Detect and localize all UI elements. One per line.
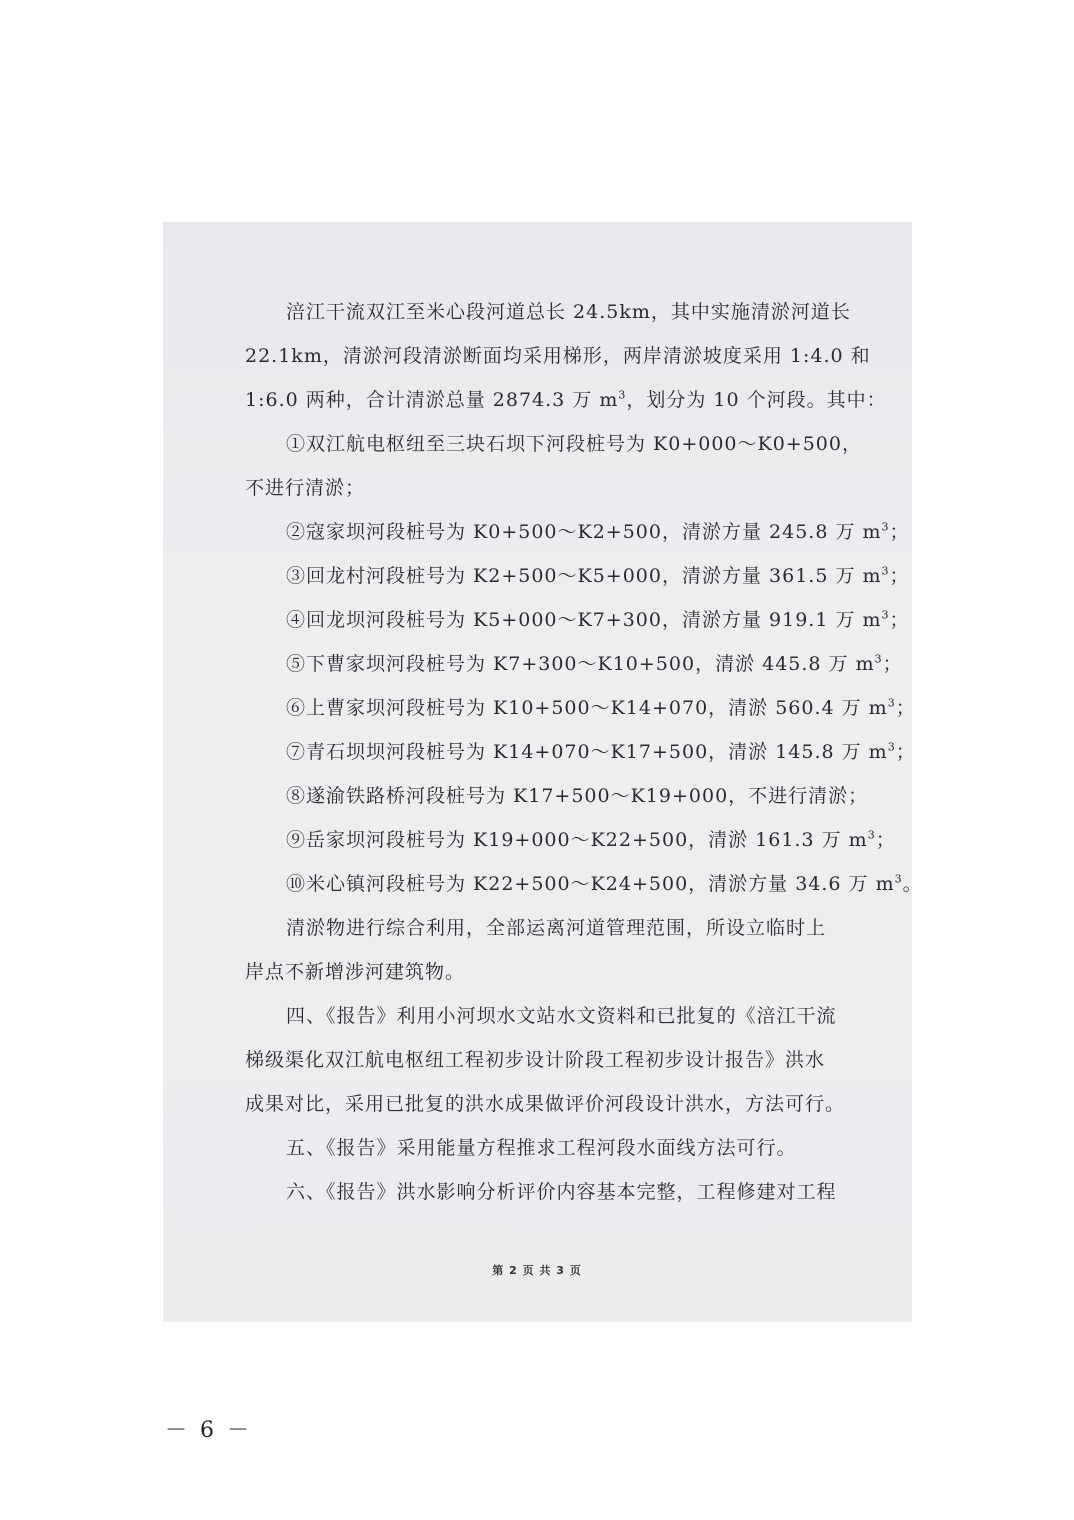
text-line: ③回龙村河段桩号为 K2+500～K5+000，清淤方量 361.5 万 $m^3$； [286,564,910,587]
text-line: ②寇家坝河段桩号为 K0+500～K2+500，清淤方量 245.8 万 $m^3$； [286,520,910,543]
text-line: 四、《报告》利用小河坝水文站水文资料和已批复的《涪江干流 [286,1005,837,1027]
text-line: 清淤物进行综合利用，全部运离河道管理范围，所设立临时上 [286,917,827,939]
text-line: ⑦青石坝坝河段桩号为 K14+070～K17+500，清淤 145.8 万 $m^3$； [286,740,916,763]
text-line: ④回龙坝河段桩号为 K5+000～K7+300，清淤方量 919.1 万 $m^3$； [286,608,910,631]
text-line: 不进行清淤； [245,477,366,499]
text-line: ⑥上曹家坝河段桩号为 K10+500～K14+070，清淤 560.4 万 $m^3$； [286,696,916,719]
text-line: 22.1km，清淤河段清淤断面均采用梯形，两岸清淤坡度采用 1:4.0 和 [245,345,871,367]
text-line: ⑤下曹家坝河段桩号为 K7+300～K10+500，清淤 445.8 万 $m^3$； [286,652,903,675]
text-line: ⑩米心镇河段桩号为 K22+500～K24+500，清淤方量 34.6 万 $m^3$。 [286,872,923,895]
text-line: 梯级渠化双江航电枢纽工程初步设计阶段工程初步设计报告》洪水 [245,1049,826,1071]
text-line: 五、《报告》采用能量方程推求工程河段水面线方法可行。 [286,1137,797,1159]
text-line: 岸点不新增涉河建筑物。 [245,961,466,983]
text-line: 涪江干流双江至米心段河道总长 24.5km，其中实施清淤河道长 [286,301,851,323]
text-line: ⑨岳家坝河段桩号为 K19+000～K22+500，清淤 161.3 万 $m^3$； [286,828,896,851]
text-line: 1:6.0 两种，合计清淤总量 2874.3 万 $m^3$，划分为 10 个河段。其中： [245,388,887,411]
text-line: 六、《报告》洪水影响分析评价内容基本完整，工程修建对工程 [286,1181,837,1203]
outer-page-number: － 6 － [165,1418,252,1443]
text-line: ⑧遂渝铁路桥河段桩号为 K17+500～K19+000，不进行清淤； [286,785,869,807]
text-line: ①双江航电枢纽至三块石坝下河段桩号为 K0+000～K0+500， [286,433,862,455]
document-body [245,290,923,1214]
page-count: 第 2 页 共 3 页 [492,1264,582,1277]
text-line: 成果对比，采用已批复的洪水成果做评价河段设计洪水，方法可行。 [245,1093,846,1115]
